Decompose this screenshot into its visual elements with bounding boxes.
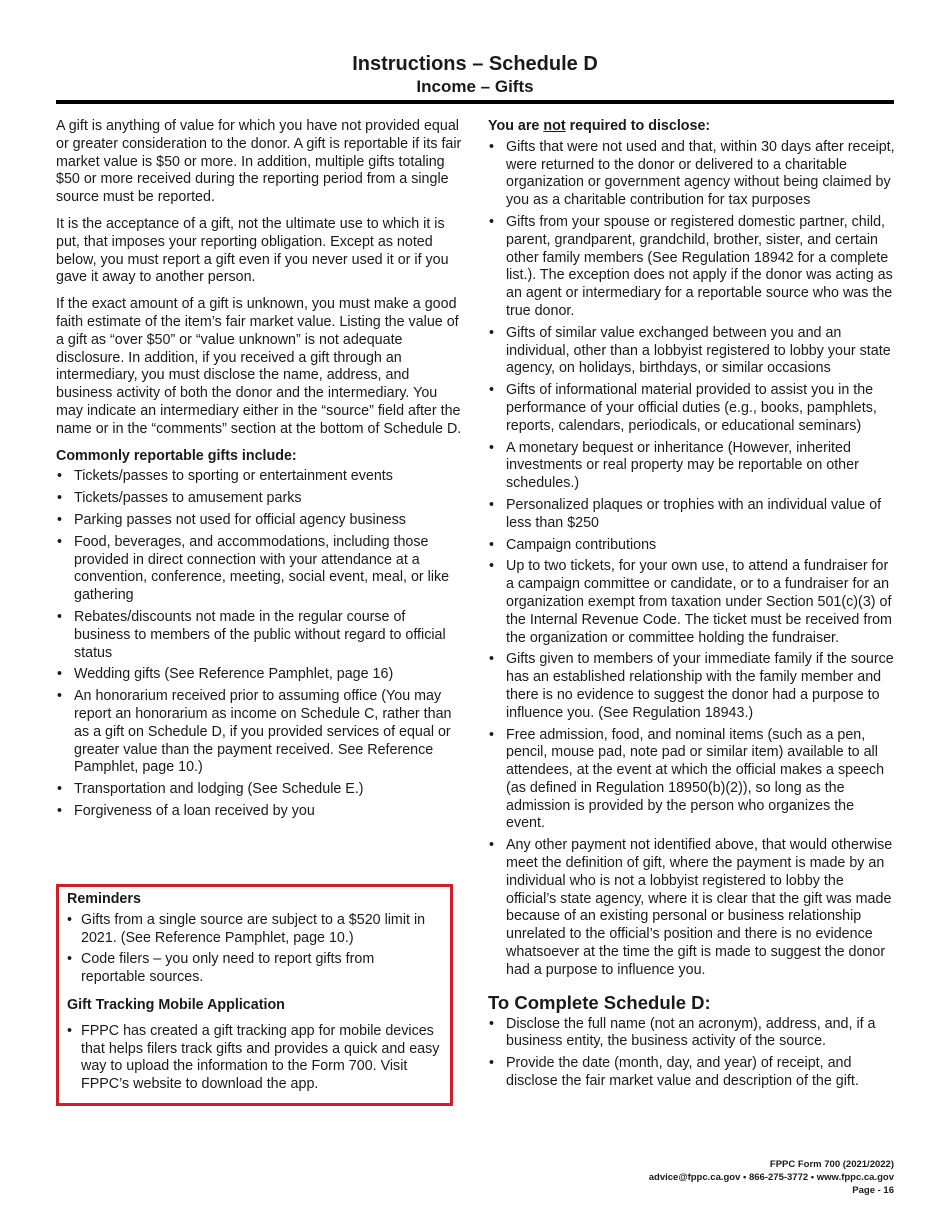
list-item: • Up to two tickets, for your own use, to attend a fundraiser for a campaign committee or candidate, or to a fundraiser for an organization exempt from taxation under Section 501(c)(3) of the Internal Revenue Code. The ticket must be received from the organization or committee holding the fundraiser. [488, 558, 896, 647]
list-item: • Free admission, food, and nominal items (such as a pen, pencil, mouse pad, note pad or similar item) available to all attendees, at the event at which the official makes a speech (as defined in Regulation 18950(b)(2)), so long as the admission is provided by the person who organizes the event. [488, 727, 896, 834]
not-required-heading [488, 118, 896, 136]
page-header [0, 52, 950, 97]
reminders-title: Reminders [67, 891, 141, 907]
list-item: • Code filers – you only need to report gifts from reportable sources. [67, 951, 442, 987]
list-item: • A monetary bequest or inheritance (However, inherited investments or real property may be reportable on other schedules.) [488, 440, 896, 493]
list-item: • Parking passes not used for official agency business [56, 512, 464, 530]
list-item: • FPPC has created a gift tracking app for mobile devices that helps filers track gifts and provides a quick and easy way to upload the information to the Form 700. Visit FPPC’s website to download the app. [67, 1023, 442, 1094]
contact-info: advice@fppc.ca.gov • 866-275-3772 • www.fppc.ca.gov [648, 1172, 894, 1183]
page-footer [649, 1158, 894, 1197]
commonly-reportable-heading: Commonly reportable gifts include: [56, 447, 297, 464]
list-item: • An honorarium received prior to assuming office (You may report an honorarium as income on Schedule C, rather than as a gift on Schedule D, if you provided services of equal or greater value than the payment received. See Reference Pamphlet, page 10.) [56, 688, 464, 777]
not-required-prefix: You are [488, 118, 544, 134]
list-item: • Gifts of informational material provided to assist you in the performance of your official duties (e.g., books, pamphlets, reports, calendars, periodicals, or educational seminars) [488, 382, 896, 435]
list-item: • Gifts from your spouse or registered domestic partner, child, parent, grandparent, grandchild, brother, sister, and certain other family members (See Regulation 18942 for a complete list.). The exception does not apply if the donor was acting as an agent or intermediary for a reportable source who was the true donor. [488, 214, 896, 321]
complete-schedule-list [488, 1016, 896, 1091]
not-required-list [488, 139, 896, 980]
list-item: • Transportation and lodging (See Schedule E.) [56, 781, 464, 799]
gift-tracking-app-title: Gift Tracking Mobile Application [67, 996, 285, 1013]
list-item: • Any other payment not identified above, that would otherwise meet the definition of gift, where the payment is made by an individual who is not a lobbyist registered to lobby the official’s state agency, where it is clear that the gift was made because of an existing personal or business relationship unrelated to the official’s position and there is no evidence whatsoever at the time the gift is made to suggest the donor had a purpose to influence you. [488, 837, 896, 979]
intro-paragraph: A gift is anything of value for which you have not provided equal or greater consideration to the donor. A gift is reportable if its fair market value is $50 or more. In addition, multiple gifts totaling $50 or more received during the reporting period from a single source must be reported. [56, 118, 462, 206]
page-title: Instructions – Schedule D [352, 53, 598, 75]
commonly-reportable-list [56, 468, 464, 820]
page-subtitle: Income – Gifts [416, 77, 534, 96]
list-item: • Gifts that were not used and that, within 30 days after receipt, were returned to the donor or delivered to a charitable organization or government agency without being claimed by you as a charitable contribution for tax purposes [488, 139, 896, 210]
list-item: • Tickets/passes to sporting or entertainment events [56, 468, 464, 486]
list-item: • Disclose the full name (not an acronym), address, and, if a business entity, the business activity of the source. [488, 1016, 896, 1052]
list-item: • Gifts of similar value exchanged between you and an individual, other than a lobbyist registered to lobby your state agency, on holidays, birthdays, or similar occasions [488, 325, 896, 378]
list-item: • Wedding gifts (See Reference Pamphlet, page 16) [56, 666, 464, 684]
list-item: • Personalized plaques or trophies with an individual value of less than $250 [488, 497, 896, 533]
not-required-emphasis: not [543, 118, 566, 134]
header-rule [56, 100, 894, 104]
intro-paragraph: It is the acceptance of a gift, not the ultimate use to which it is put, that imposes your reporting obligation. Except as noted below, you must report a gift even if you never used it or if you gave it away to another person. [56, 215, 449, 286]
list-item: • Gifts from a single source are subject to a $520 limit in 2021. (See Reference Pamphlet, page 10.) [67, 912, 442, 948]
complete-schedule-heading: To Complete Schedule D: [488, 991, 711, 1013]
not-required-suffix: required to disclose: [565, 118, 711, 134]
page-number: Page - 16 [852, 1185, 894, 1196]
form-identifier: FPPC Form 700 (2021/2022) [769, 1159, 894, 1170]
reminders-box [56, 884, 453, 1106]
list-item: • Gifts given to members of your immediate family if the source has an established relationship with the family member and there is no evidence to suggest the donor had a purpose to influence you. (See Regulation 18943.) [488, 651, 896, 722]
gift-tracking-app-list [67, 1023, 442, 1094]
right-column [488, 118, 896, 1095]
intro-paragraph: If the exact amount of a gift is unknown, you must make a good faith estimate of the item’s fair market value. Listing the value of a gift as “over $50” or “value unknown” is not adequate disclosure. In addition, if you received a gift through an intermediary, you must disclose the name, address, and business activity of both the donor and the intermediary. You may indicate an intermediary either in the “source” field after the name or in the “comments” section at the bottom of Schedule D. [56, 296, 462, 437]
left-column [56, 118, 464, 825]
list-item: • Tickets/passes to amusement parks [56, 490, 464, 508]
list-item: • Forgiveness of a loan received by you [56, 803, 464, 821]
list-item: • Rebates/discounts not made in the regular course of business to members of the public without regard to official status [56, 609, 464, 662]
list-item: • Campaign contributions [488, 537, 896, 555]
reminders-list [67, 912, 442, 987]
list-item: • Food, beverages, and accommodations, including those provided in direct connection with your attendance at a convention, conference, meeting, social event, meal, or like gathering [56, 534, 464, 605]
list-item: • Provide the date (month, day, and year) of receipt, and disclose the fair market value and description of the gift. [488, 1055, 896, 1091]
